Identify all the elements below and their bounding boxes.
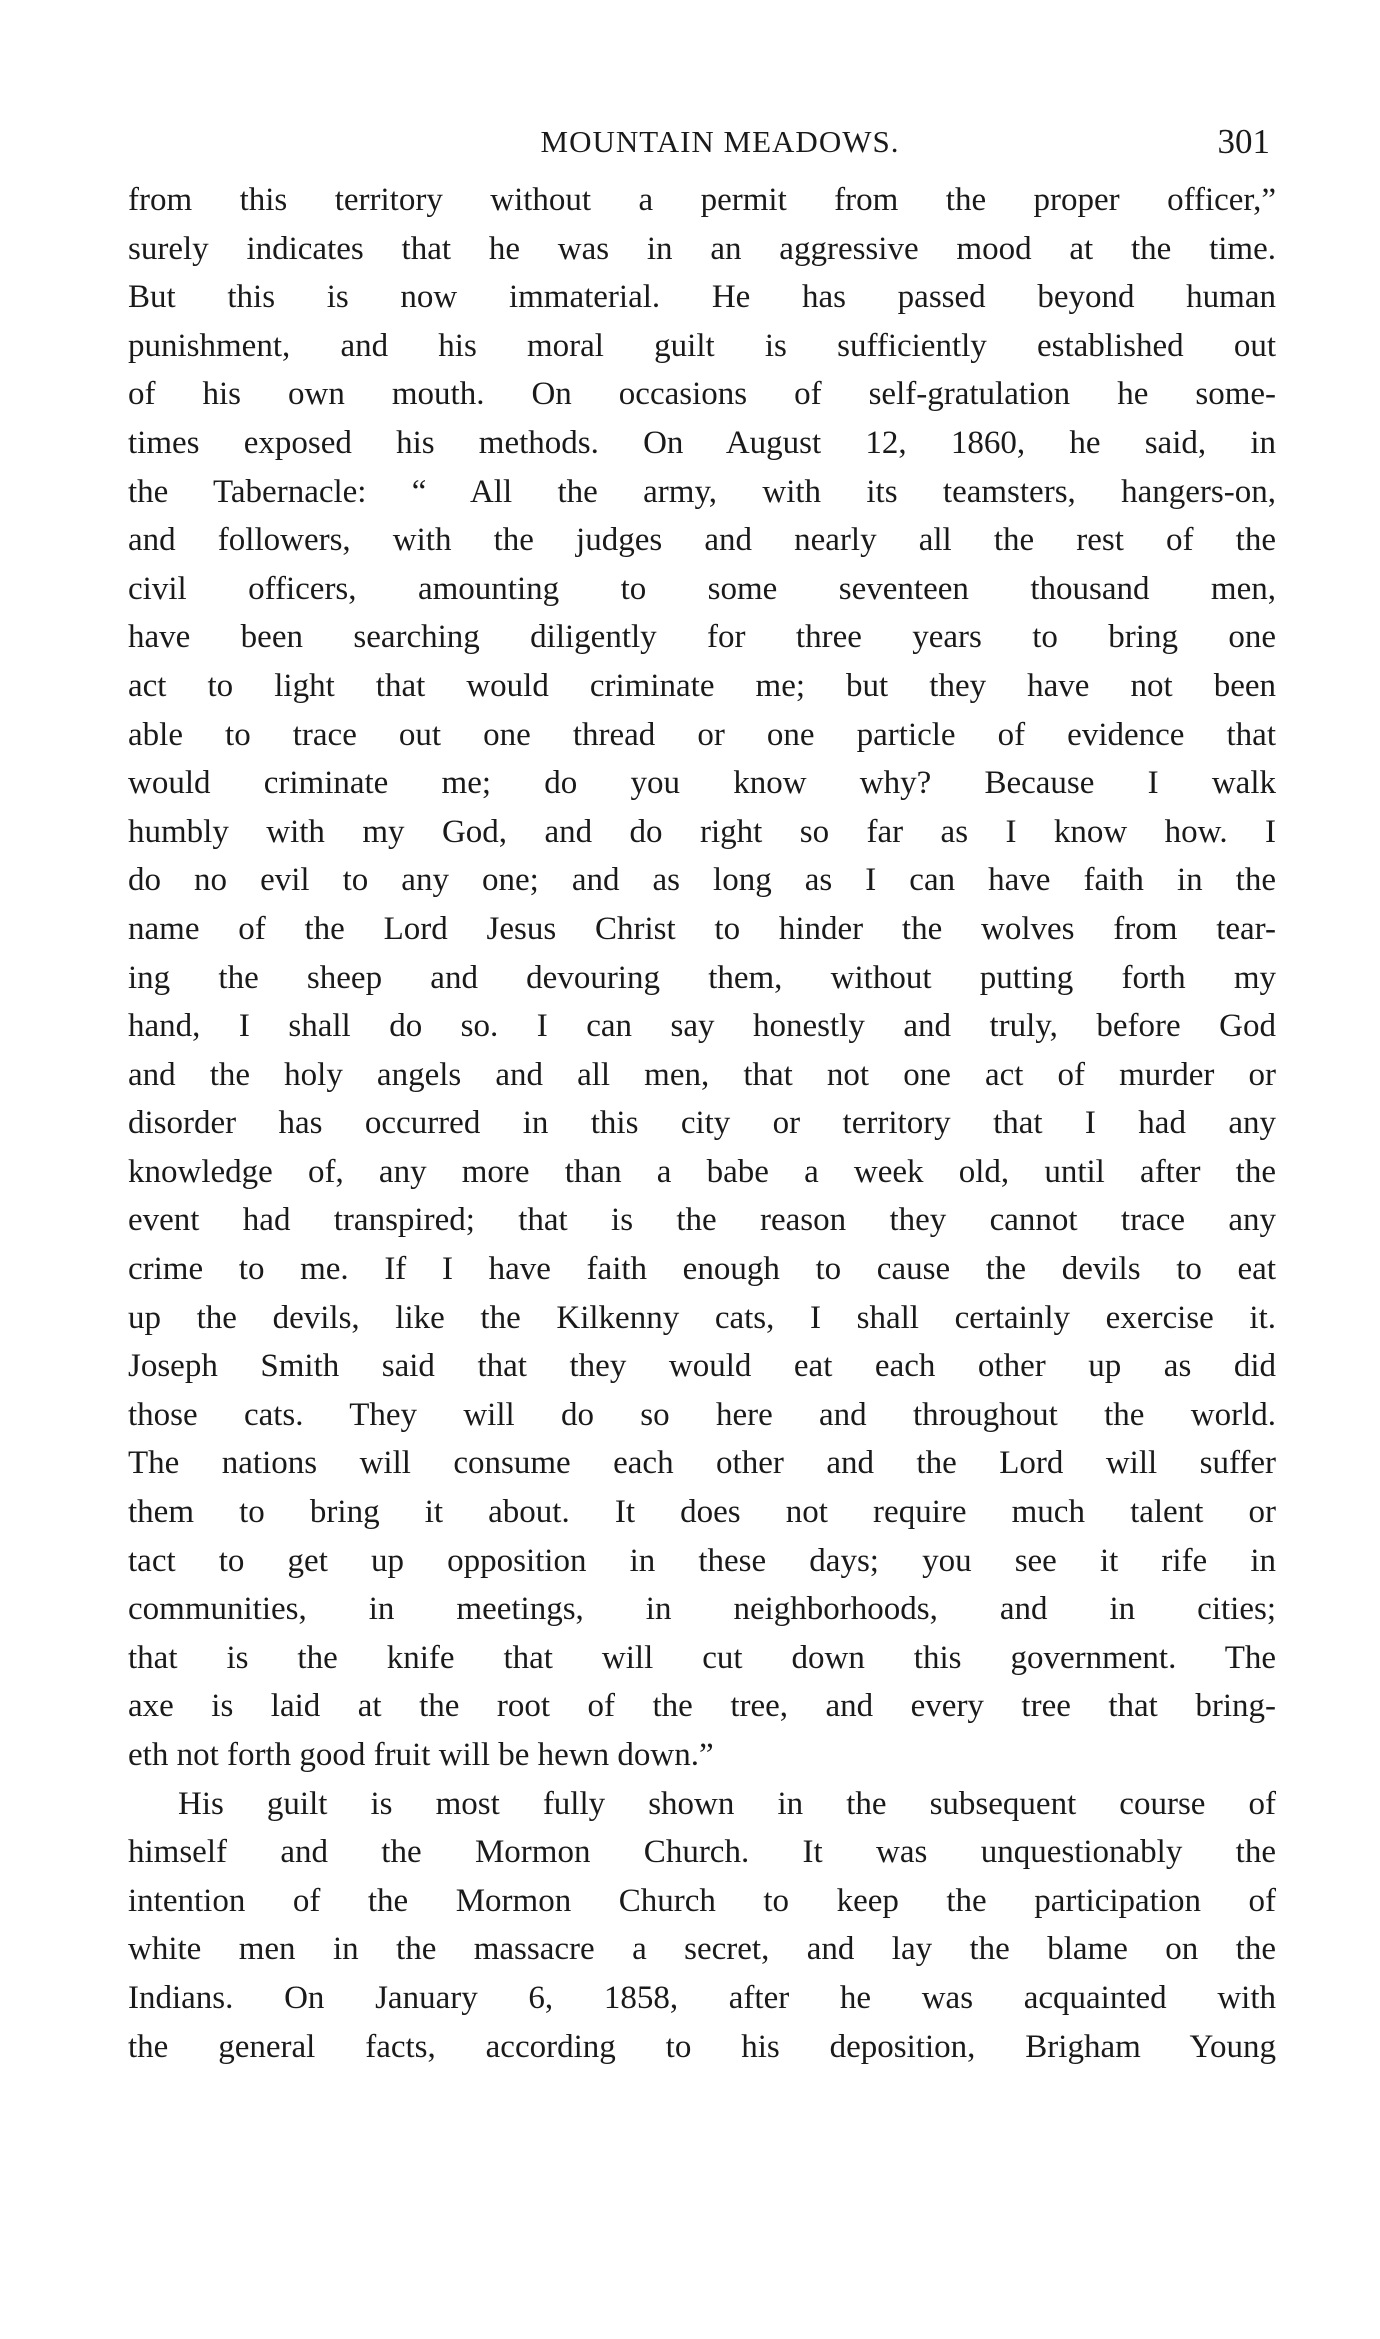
body-text <box>128 176 1276 2071</box>
text-line: crime to me. If I have faith enough to cause the devils to eat <box>128 1251 1276 1288</box>
text-line: name of the Lord Jesus Christ to hinder the wolves from tear- <box>128 910 1276 947</box>
text-line: Joseph Smith said that they would eat each other up as did <box>128 1348 1276 1385</box>
text-line: act to light that would criminate me; but they have not been <box>128 667 1276 704</box>
text-line: ing the sheep and devouring them, without putting forth my <box>128 959 1276 996</box>
text-line: But this is now immaterial. He has passed beyond human <box>128 279 1276 316</box>
text-line: do no evil to any one; and as long as I can have faith in the <box>128 862 1276 899</box>
text-line: disorder has occurred in this city or territory that I had any <box>128 1105 1276 1142</box>
text-line: from this territory without a permit from the proper officer,” <box>128 182 1276 218</box>
text-line: His guilt is most fully shown in the subsequent course of <box>178 1785 1276 1822</box>
text-line: the Tabernacle: “ All the army, with its teamsters, hangers-on, <box>128 473 1276 510</box>
text-line: tact to get up opposition in these days; you see it rife in <box>128 1542 1276 1579</box>
text-line: of his own mouth. On occasions of self-gratulation he some- <box>128 376 1276 413</box>
text-line: and followers, with the judges and nearly all the rest of the <box>128 522 1276 559</box>
text-line: hand, I shall do so. I can say honestly and truly, before God <box>128 1008 1276 1045</box>
text-line: white men in the massacre a secret, and lay the blame on the <box>128 1931 1276 1968</box>
text-line: event had transpired; that is the reason they cannot trace any <box>128 1202 1276 1239</box>
text-line: communities, in meetings, in neighborhoods, and in cities; <box>128 1591 1276 1628</box>
text-line: up the devils, like the Kilkenny cats, I shall certainly exercise it. <box>128 1299 1276 1336</box>
text-line: punishment, and his moral guilt is sufficiently established out <box>128 327 1276 364</box>
text-line: would criminate me; do you know why? Because I walk <box>128 765 1276 802</box>
text-line: the general facts, according to his deposition, Brigham Young <box>128 2028 1276 2065</box>
text-line: and the holy angels and all men, that not one act of murder or <box>128 1056 1276 1093</box>
page-number: 301 <box>1217 122 1270 161</box>
running-head <box>170 112 1270 172</box>
text-line: humbly with my God, and do right so far as I know how. I <box>128 813 1276 850</box>
text-line: knowledge of, any more than a babe a week old, until after the <box>128 1153 1276 1190</box>
text-line: civil officers, amounting to some seventeen thousand men, <box>128 570 1276 607</box>
text-line: times exposed his methods. On August 12, 1860, he said, in <box>128 424 1276 461</box>
text-line: have been searching diligently for three years to bring one <box>128 619 1276 656</box>
text-line: able to trace out one thread or one particle of evidence that <box>128 716 1276 753</box>
text-line: that is the knife that will cut down this government. The <box>128 1639 1276 1676</box>
text-line: himself and the Mormon Church. It was unquestionably the <box>128 1834 1276 1871</box>
text-line: those cats. They will do so here and throughout the world. <box>128 1396 1276 1433</box>
text-line: surely indicates that he was in an aggressive mood at the time. <box>128 230 1276 267</box>
text-line: axe is laid at the root of the tree, and every tree that bring- <box>128 1688 1276 1725</box>
text-line: intention of the Mormon Church to keep the participation of <box>128 1882 1276 1919</box>
text-line: them to bring it about. It does not require much talent or <box>128 1494 1276 1531</box>
running-title: MOUNTAIN MEADOWS. <box>540 124 900 159</box>
text-line: Indians. On January 6, 1858, after he was acquainted with <box>128 1979 1276 2016</box>
text-line: eth not forth good fruit will be hewn down.” <box>128 1737 714 1773</box>
text-line: The nations will consume each other and the Lord will suffer <box>128 1445 1276 1482</box>
